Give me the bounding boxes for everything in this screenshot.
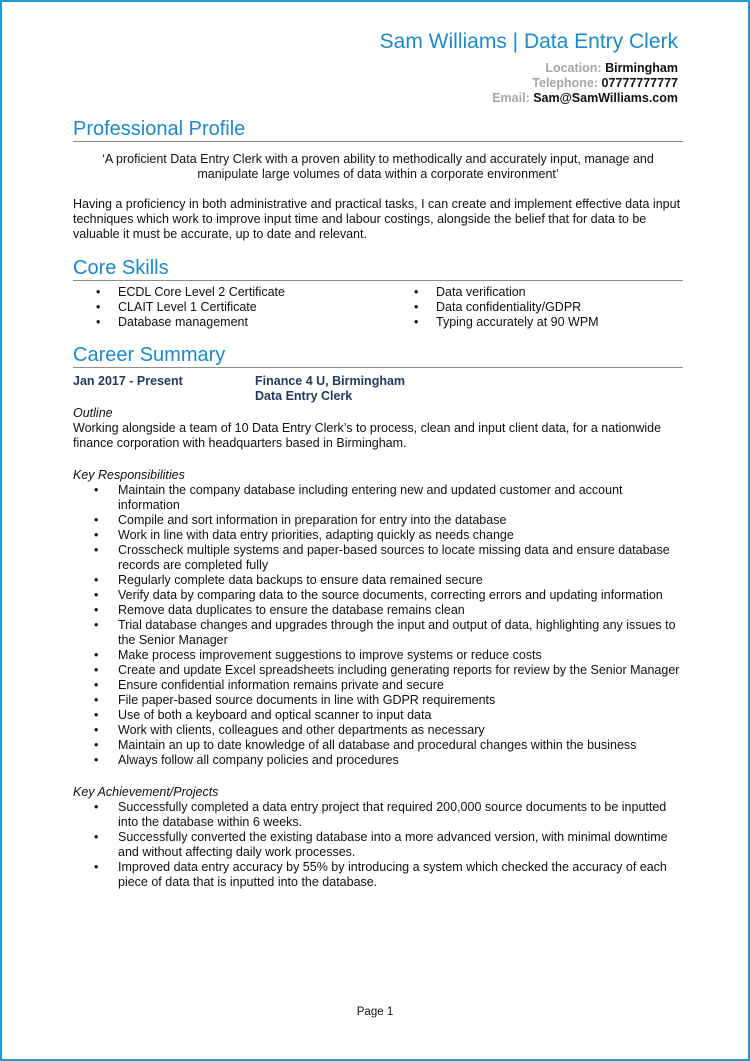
achievements-list — [73, 800, 683, 890]
list-item: • Always follow all company policies and procedures — [73, 753, 683, 768]
list-item: • Trial database changes and upgrades through the input and output of data, highlighting any issues to the Senior Manager — [73, 618, 683, 648]
profile-quote: ‘A proficient Data Entry Clerk with a proven ability to methodically and accurately input, manage and manipulate large volumes of data within a corporate environment’ — [102, 152, 654, 181]
job-entry — [73, 374, 683, 404]
skill-item: • Database management — [96, 315, 404, 330]
list-item: • Maintain the company database including entering new and updated customer and account information — [73, 483, 683, 513]
skills-heading: Core Skills — [73, 256, 683, 281]
skills-right-column — [404, 285, 599, 330]
skill-item: • Data verification — [414, 285, 599, 300]
skill-item: • ECDL Core Level 2 Certificate — [96, 285, 404, 300]
skill-item: • CLAIT Level 1 Certificate — [96, 300, 404, 315]
job-company: Finance 4 U, Birmingham — [255, 374, 406, 388]
list-item: • Successfully converted the existing database into a more advanced version, with minimal downtime and without affecting daily work processes. — [73, 830, 683, 860]
telephone-label: Telephone: — [532, 76, 599, 90]
telephone-value: 07777777777 — [601, 76, 678, 90]
page-number: Page 1 — [356, 1006, 394, 1018]
profile-heading: Professional Profile — [73, 117, 683, 142]
email-value: Sam@SamWilliams.com — [533, 91, 678, 105]
achievements-label: Key Achievement/Projects — [73, 785, 219, 799]
list-item: • Improved data entry accuracy by 55% by introducing a system which checked the accuracy of each piece of data that is inputted into the database. — [73, 860, 683, 890]
cv-content — [73, 117, 683, 890]
name-title: Sam Williams | Data Entry Clerk — [379, 30, 678, 53]
job-info — [255, 374, 405, 404]
email-line — [380, 91, 678, 106]
list-item: • File paper-based source documents in line with GDPR requirements — [73, 693, 683, 708]
list-item: • Compile and sort information in preparation for entry into the database — [73, 513, 683, 528]
responsibilities-label: Key Responsibilities — [73, 468, 185, 482]
email-label: Email: — [492, 91, 530, 105]
list-item: • Work in line with data entry priorities, adapting quickly as needs change — [73, 528, 683, 543]
skills-list — [73, 285, 683, 330]
outline-text: Working alongside a team of 10 Data Entry Clerk’s to process, clean and input client data, for a nationwide finance corporation with headquarters based in Birmingham. — [73, 421, 662, 450]
list-item: • Use of both a keyboard and optical scanner to input data — [73, 708, 683, 723]
career-heading: Career Summary — [73, 343, 683, 368]
list-item: • Work with clients, colleagues and other departments as necessary — [73, 723, 683, 738]
telephone-line — [380, 76, 678, 91]
location-label: Location: — [545, 61, 602, 75]
list-item: • Maintain an up to date knowledge of all database and procedural changes within the business — [73, 738, 683, 753]
cv-header — [380, 29, 678, 106]
list-item: • Successfully completed a data entry project that required 200,000 source documents to be inputted into the database within 6 weeks. — [73, 800, 683, 830]
job-role: Data Entry Clerk — [255, 389, 353, 403]
list-item: • Verify data by comparing data to the source documents, correcting errors and updating information — [73, 588, 683, 603]
location-value: Birmingham — [605, 61, 678, 75]
list-item: • Ensure confidential information remains private and secure — [73, 678, 683, 693]
list-item: • Remove data duplicates to ensure the database remains clean — [73, 603, 683, 618]
profile-paragraph: Having a proficiency in both administrative and practical tasks, I can create and implement effective data input techniques which work to improve input time and labour costings, alongside the belief that for data to be valuable it must be accurate, up to date and relevant. — [73, 197, 681, 241]
responsibilities-list — [73, 483, 683, 768]
list-item: • Crosscheck multiple systems and paper-based sources to locate missing data and ensure database records are completed fully — [73, 543, 683, 573]
job-dates: Jan 2017 - Present — [73, 374, 183, 388]
outline-label: Outline — [73, 406, 113, 420]
list-item: • Regularly complete data backups to ensure data remained secure — [73, 573, 683, 588]
list-item: • Create and update Excel spreadsheets including generating reports for review by the Senior Manager — [73, 663, 683, 678]
skill-item: • Typing accurately at 90 WPM — [414, 315, 599, 330]
skills-left-column — [73, 285, 404, 330]
location-line — [380, 61, 678, 76]
list-item: • Make process improvement suggestions to improve systems or reduce costs — [73, 648, 683, 663]
skill-item: • Data confidentiality/GDPR — [414, 300, 599, 315]
